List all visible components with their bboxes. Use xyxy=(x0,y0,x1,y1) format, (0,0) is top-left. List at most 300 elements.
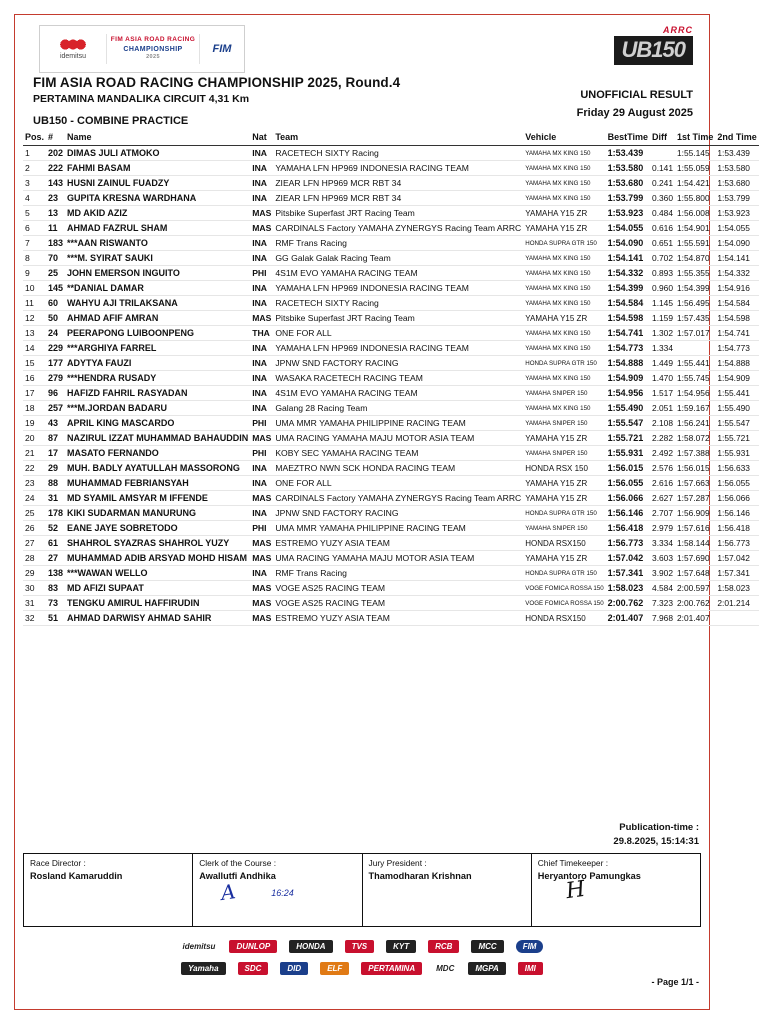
row-second-time: 1:54.909 xyxy=(717,373,750,383)
row-nationality: INA xyxy=(252,238,268,248)
sponsor-logo: TVS xyxy=(345,940,375,953)
row-second-time: 1:56.418 xyxy=(717,523,750,533)
row-diff: 1.449 xyxy=(652,358,673,368)
row-position: 22 xyxy=(25,463,35,473)
row-first-time: 1:54.870 xyxy=(677,253,710,263)
row-team: KOBY SEC YAMAHA RACING TEAM xyxy=(275,448,419,458)
row-rider-name: TENGKU AMIRUL HAFFIRUDIN xyxy=(67,598,200,608)
row-first-time: 1:56.241 xyxy=(677,418,710,428)
row-rider-name: DIMAS JULI ATMOKO xyxy=(67,148,160,158)
row-position: 27 xyxy=(25,538,35,548)
row-diff: 2.282 xyxy=(652,433,673,443)
session-date: Friday 29 August 2025 xyxy=(576,107,693,119)
row-rider-name: ***AAN RISWANTO xyxy=(67,238,148,248)
table-row xyxy=(23,611,759,626)
row-best-time: 1:54.584 xyxy=(607,298,644,308)
row-rider-number: 25 xyxy=(48,268,59,278)
row-second-time: 1:56.146 xyxy=(717,508,750,518)
signature-role: Clerk of the Course : xyxy=(199,858,277,868)
row-best-time: 1:54.399 xyxy=(607,283,644,293)
table-row xyxy=(23,596,759,611)
table-row xyxy=(23,416,759,431)
row-rider-name: **DANIAL DAMAR xyxy=(67,283,144,293)
row-first-time: 1:54.399 xyxy=(677,283,710,293)
row-vehicle: YAMAHA SNIPER 150 xyxy=(525,524,588,532)
row-nationality: PHI xyxy=(252,268,267,278)
sponsor-logo: PERTAMINA xyxy=(361,962,422,975)
row-position: 19 xyxy=(25,418,35,428)
row-team: RACETECH SIXTY Racing xyxy=(275,298,379,308)
row-first-time: 1:57.690 xyxy=(677,553,710,563)
row-team: ZIEAR LFN HP969 MCR RBT 34 xyxy=(275,193,402,203)
row-diff: 3.902 xyxy=(652,568,673,578)
row-vehicle: HONDA RSX150 xyxy=(525,613,586,623)
row-rider-number: 222 xyxy=(48,163,64,173)
row-position: 32 xyxy=(25,613,35,623)
signature-cell xyxy=(24,854,193,926)
row-nationality: INA xyxy=(252,478,268,488)
table-row xyxy=(23,446,759,461)
row-rider-number: 138 xyxy=(48,568,64,578)
row-best-time: 1:54.773 xyxy=(607,343,644,353)
row-first-time: 1:57.435 xyxy=(677,313,710,323)
row-rider-name: AHMAD AFIF AMRAN xyxy=(67,313,159,323)
row-diff: 1.517 xyxy=(652,388,673,398)
row-rider-number: 83 xyxy=(48,583,59,593)
table-row xyxy=(23,206,759,221)
row-nationality: MAS xyxy=(252,538,272,548)
row-second-time: 1:55.721 xyxy=(717,433,750,443)
row-rider-number: 17 xyxy=(48,448,59,458)
page-title: FIM ASIA ROAD RACING CHAMPIONSHIP 2025, Round.4 xyxy=(33,75,401,90)
row-rider-number: 178 xyxy=(48,508,64,518)
row-position: 4 xyxy=(25,193,30,203)
row-team: ESTREMO YUZY ASIA TEAM xyxy=(275,613,390,623)
table-row xyxy=(23,251,759,266)
row-position: 31 xyxy=(25,598,35,608)
sponsor-logo: MGPA xyxy=(468,962,505,975)
row-vehicle: YAMAHA Y15 ZR xyxy=(525,478,588,488)
row-first-time: 1:57.388 xyxy=(677,448,710,458)
row-second-time: 2:01.214 xyxy=(717,598,750,608)
arrc-logo-line1: FIM ASIA ROAD RACING xyxy=(110,36,196,44)
row-nationality: PHI xyxy=(252,523,267,533)
table-row xyxy=(23,521,759,536)
row-nationality: MAS xyxy=(252,553,272,563)
row-rider-name: MUHAMMAD FEBRIANSYAH xyxy=(67,478,189,488)
row-vehicle: YAMAHA MX KING 150 xyxy=(525,344,591,352)
row-first-time: 1:59.167 xyxy=(677,403,710,413)
publication-time xyxy=(613,821,699,850)
row-diff: 2.616 xyxy=(652,478,673,488)
row-second-time: 1:54.584 xyxy=(717,298,750,308)
row-diff: 0.360 xyxy=(652,193,673,203)
row-rider-name: MUH. BADLY AYATULLAH MASSORONG xyxy=(67,463,240,473)
row-vehicle: YAMAHA MX KING 150 xyxy=(525,149,591,157)
row-diff: 0.960 xyxy=(652,283,673,293)
row-second-time: 1:54.598 xyxy=(717,313,750,323)
row-vehicle: YAMAHA MX KING 150 xyxy=(525,269,591,277)
table-row xyxy=(23,581,759,596)
row-nationality: MAS xyxy=(252,223,272,233)
table-row xyxy=(23,266,759,281)
results-table xyxy=(23,131,759,626)
row-first-time: 1:55.441 xyxy=(677,358,710,368)
row-nationality: INA xyxy=(252,253,268,263)
row-diff: 7.323 xyxy=(652,598,673,608)
circuit-subtitle: PERTAMINA MANDALIKA CIRCUIT 4,31 Km xyxy=(33,93,250,105)
row-rider-number: 183 xyxy=(48,238,64,248)
row-vehicle: YAMAHA Y15 ZR xyxy=(525,313,588,323)
class-badge-arrc: ARRC xyxy=(663,25,693,35)
publication-time-value: 29.8.2025, 15:14:31 xyxy=(613,836,699,848)
row-team: ONE FOR ALL xyxy=(275,328,332,338)
table-row xyxy=(23,146,759,161)
row-best-time: 1:54.888 xyxy=(607,358,644,368)
row-position: 6 xyxy=(25,223,30,233)
row-vehicle: YAMAHA MX KING 150 xyxy=(525,194,591,202)
row-diff: 2.979 xyxy=(652,523,673,533)
row-rider-number: 11 xyxy=(48,223,58,233)
row-rider-number: 145 xyxy=(48,283,64,293)
row-rider-name: ***M.JORDAN BADARU xyxy=(67,403,168,413)
row-nationality: MAS xyxy=(252,598,272,608)
row-diff: 4.584 xyxy=(652,583,673,593)
row-team: ESTREMO YUZY ASIA TEAM xyxy=(275,538,390,548)
row-first-time: 1:55.355 xyxy=(677,268,710,278)
row-position: 20 xyxy=(25,433,35,443)
row-diff: 1.334 xyxy=(652,343,673,353)
row-team: ONE FOR ALL xyxy=(275,478,332,488)
row-nationality: INA xyxy=(252,343,268,353)
row-nationality: INA xyxy=(252,358,268,368)
signature-cell xyxy=(532,854,700,926)
row-first-time: 1:58.144 xyxy=(677,538,710,548)
col-vehicle: Vehicle xyxy=(523,131,605,146)
row-second-time: 1:56.055 xyxy=(717,478,750,488)
class-badge-ub-text: UB xyxy=(621,37,652,62)
row-rider-number: 88 xyxy=(48,478,59,488)
sponsor-logo: HONDA xyxy=(289,940,332,953)
table-row xyxy=(23,401,759,416)
row-rider-number: 229 xyxy=(48,343,64,353)
row-vehicle: YAMAHA MX KING 150 xyxy=(525,254,591,262)
sponsor-logo: ELF xyxy=(320,962,349,975)
row-vehicle: YAMAHA MX KING 150 xyxy=(525,374,591,382)
row-position: 9 xyxy=(25,268,30,278)
row-nationality: INA xyxy=(252,388,268,398)
idemitsu-logo-label: idemitsu xyxy=(59,52,87,60)
row-best-time: 1:56.015 xyxy=(607,463,644,473)
row-rider-name: APRIL KING MASCARDO xyxy=(67,418,175,428)
row-vehicle: YAMAHA SNIPER 150 xyxy=(525,389,588,397)
row-position: 5 xyxy=(25,208,30,218)
row-position: 3 xyxy=(25,178,30,188)
class-badge xyxy=(614,25,694,65)
row-diff xyxy=(650,146,675,161)
idemitsu-logo xyxy=(40,38,106,61)
row-best-time: 1:55.931 xyxy=(607,448,644,458)
row-diff: 0.702 xyxy=(652,253,673,263)
row-best-time: 1:56.066 xyxy=(607,493,644,503)
row-vehicle: HONDA SUPRA GTR 150 xyxy=(525,239,597,247)
row-first-time: 2:00.597 xyxy=(677,583,710,593)
row-position: 1 xyxy=(25,148,30,158)
row-diff: 1.145 xyxy=(652,298,673,308)
row-second-time: 1:54.332 xyxy=(717,268,750,278)
table-row xyxy=(23,431,759,446)
table-row xyxy=(23,476,759,491)
row-best-time: 1:57.042 xyxy=(607,553,644,563)
table-row xyxy=(23,236,759,251)
row-rider-name: GUPITA KRESNA WARDHANA xyxy=(67,193,197,203)
row-team: RMF Trans Racing xyxy=(275,238,347,248)
row-diff: 2.627 xyxy=(652,493,673,503)
row-team: UMA RACING YAMAHA MAJU MOTOR ASIA TEAM xyxy=(275,553,475,563)
row-rider-number: 73 xyxy=(48,598,59,608)
table-row xyxy=(23,491,759,506)
row-nationality: INA xyxy=(252,148,268,158)
row-position: 28 xyxy=(25,553,35,563)
sponsor-logo: DUNLOP xyxy=(229,940,277,953)
row-first-time: 1:55.059 xyxy=(677,163,710,173)
row-second-time: 1:57.341 xyxy=(717,568,750,578)
row-first-time: 1:54.956 xyxy=(677,388,710,398)
row-position: 21 xyxy=(25,448,35,458)
row-best-time: 2:00.762 xyxy=(607,598,644,608)
row-rider-name: ***HENDRA RUSADY xyxy=(67,373,157,383)
row-rider-number: 87 xyxy=(48,433,59,443)
row-team: Pitsbike Superfast JRT Racing Team xyxy=(275,313,415,323)
row-second-time: 1:57.042 xyxy=(717,553,750,563)
row-second-time: 1:54.916 xyxy=(717,283,750,293)
row-second-time: 1:53.799 xyxy=(717,193,750,203)
table-row xyxy=(23,311,759,326)
col-num: # xyxy=(46,131,65,146)
row-best-time: 1:54.741 xyxy=(607,328,644,338)
table-row xyxy=(23,161,759,176)
row-vehicle: YAMAHA MX KING 150 xyxy=(525,329,591,337)
row-second-time xyxy=(715,611,758,626)
row-position: 10 xyxy=(25,283,35,293)
row-rider-number: 23 xyxy=(48,193,59,203)
result-sheet xyxy=(14,14,757,1010)
table-row xyxy=(23,356,759,371)
row-vehicle: YAMAHA SNIPER 150 xyxy=(525,449,588,457)
table-row xyxy=(23,536,759,551)
event-logo-block xyxy=(39,25,245,73)
row-rider-name: AHMAD DARWISY AHMAD SAHIR xyxy=(67,613,212,623)
row-team: JPNW SND FACTORY RACING xyxy=(275,358,399,368)
row-best-time: 2:01.407 xyxy=(607,613,644,623)
row-second-time: 1:53.580 xyxy=(717,163,750,173)
signature-role: Race Director : xyxy=(30,858,86,868)
row-rider-number: 279 xyxy=(48,373,64,383)
row-diff: 0.241 xyxy=(652,178,673,188)
row-nationality: INA xyxy=(252,373,268,383)
table-header-row xyxy=(23,131,759,146)
row-team: GG Galak Galak Racing Team xyxy=(275,253,391,263)
row-vehicle: YAMAHA Y15 ZR xyxy=(525,223,588,233)
row-rider-name: AHMAD FAZRUL SHAM xyxy=(67,223,168,233)
row-diff: 2.576 xyxy=(652,463,673,473)
row-vehicle: YAMAHA Y15 ZR xyxy=(525,493,588,503)
row-first-time: 2:01.407 xyxy=(677,613,710,623)
table-row xyxy=(23,371,759,386)
row-team: ZIEAR LFN HP969 MCR RBT 34 xyxy=(275,178,402,188)
row-nationality: INA xyxy=(252,508,268,518)
row-first-time: 2:00.762 xyxy=(677,598,710,608)
signature-date: 16:24 xyxy=(271,888,294,898)
row-second-time: 1:54.141 xyxy=(717,253,750,263)
table-row xyxy=(23,461,759,476)
signature-mark: H xyxy=(564,876,587,905)
table-row xyxy=(23,341,759,356)
row-team: Galang 28 Racing Team xyxy=(275,403,368,413)
arrc-championship-logo xyxy=(106,34,200,64)
signature-person: Heryantoro Pamungkas xyxy=(537,871,641,881)
row-position: 13 xyxy=(25,328,35,338)
row-team: 4S1M EVO YAMAHA RACING TEAM xyxy=(275,268,418,278)
table-row xyxy=(23,566,759,581)
row-rider-name: PEERAPONG LUIBOONPENG xyxy=(67,328,195,338)
row-position: 12 xyxy=(25,313,35,323)
row-second-time: 1:54.888 xyxy=(717,358,750,368)
row-vehicle: HONDA SUPRA GTR 150 xyxy=(525,569,597,577)
row-best-time: 1:53.580 xyxy=(607,163,644,173)
row-best-time: 1:53.680 xyxy=(607,178,644,188)
row-nationality: INA xyxy=(252,283,268,293)
row-second-time: 1:53.439 xyxy=(717,148,750,158)
table-row xyxy=(23,191,759,206)
signature-person: Thamodharan Krishnan xyxy=(368,871,472,881)
row-team: MAEZTRO NWN SCK HONDA RACING TEAM xyxy=(275,463,456,473)
signature-cell xyxy=(363,854,532,926)
row-vehicle: YAMAHA MX KING 150 xyxy=(525,299,591,307)
row-best-time: 1:54.909 xyxy=(607,373,644,383)
row-vehicle: YAMAHA MX KING 150 xyxy=(525,164,591,172)
fim-logo: FIM xyxy=(212,43,232,55)
document-header xyxy=(25,21,699,127)
row-position: 23 xyxy=(25,478,35,488)
row-diff: 0.141 xyxy=(652,163,673,173)
col-team: Team xyxy=(273,131,523,146)
row-rider-number: 96 xyxy=(48,388,59,398)
row-rider-number: 52 xyxy=(48,523,59,533)
row-rider-number: 257 xyxy=(48,403,64,413)
row-team: 4S1M EVO YAMAHA RACING TEAM xyxy=(275,388,418,398)
row-second-time: 1:56.066 xyxy=(717,493,750,503)
row-rider-name: HUSNI ZAINUL FUADZY xyxy=(67,178,170,188)
row-rider-number: 29 xyxy=(48,463,59,473)
row-second-time: 1:54.055 xyxy=(717,223,750,233)
row-diff: 0.651 xyxy=(652,238,673,248)
row-rider-name: SHAHROL SYAZRAS SHAHROL YUZY xyxy=(67,538,230,548)
row-position: 16 xyxy=(25,373,35,383)
row-rider-name: ***ARGHIYA FARREL xyxy=(67,343,157,353)
sponsor-logo: DID xyxy=(280,962,308,975)
row-best-time: 1:56.146 xyxy=(607,508,644,518)
class-badge-ub150 xyxy=(614,36,694,65)
row-best-time: 1:55.490 xyxy=(607,403,644,413)
row-diff: 2.492 xyxy=(652,448,673,458)
row-first-time xyxy=(675,341,715,356)
signature-person: Awallutfi Andhika xyxy=(199,871,276,881)
row-rider-name: JOHN EMERSON INGUITO xyxy=(67,268,180,278)
row-best-time: 1:53.923 xyxy=(607,208,644,218)
row-team: YAMAHA LFN HP969 INDONESIA RACING TEAM xyxy=(275,283,469,293)
row-second-time: 1:53.680 xyxy=(717,178,750,188)
class-badge-ub-number: 150 xyxy=(651,37,685,62)
row-diff: 3.334 xyxy=(652,538,673,548)
col-1st-time: 1st Time xyxy=(675,131,715,146)
row-second-time: 1:55.441 xyxy=(717,388,750,398)
row-nationality: MAS xyxy=(252,613,272,623)
col-pos: Pos. xyxy=(23,131,46,146)
sponsor-logo: KYT xyxy=(386,940,416,953)
row-best-time: 1:54.956 xyxy=(607,388,644,398)
row-first-time: 1:56.495 xyxy=(677,298,710,308)
row-position: 15 xyxy=(25,358,35,368)
row-team: RMF Trans Racing xyxy=(275,568,347,578)
row-rider-name: ADYTYA FAUZI xyxy=(67,358,132,368)
row-vehicle: YAMAHA MX KING 150 xyxy=(525,404,591,412)
row-best-time: 1:55.721 xyxy=(607,433,644,443)
row-team: VOGE AS25 RACING TEAM xyxy=(275,583,385,593)
signature-person: Rosland Kamaruddin xyxy=(30,871,123,881)
row-first-time: 1:55.800 xyxy=(677,193,710,203)
row-position: 24 xyxy=(25,493,35,503)
row-second-time: 1:55.490 xyxy=(717,403,750,413)
sponsor-logo: SDC xyxy=(238,962,269,975)
row-nationality: THA xyxy=(252,328,270,338)
row-diff: 2.108 xyxy=(652,418,673,428)
row-vehicle: YAMAHA Y15 ZR xyxy=(525,553,588,563)
row-first-time: 1:55.745 xyxy=(677,373,710,383)
row-rider-name: MD AKID AZIZ xyxy=(67,208,128,218)
row-position: 7 xyxy=(25,238,30,248)
row-vehicle: HONDA RSX150 xyxy=(525,538,586,548)
row-position: 29 xyxy=(25,568,35,578)
row-second-time: 1:58.023 xyxy=(717,583,750,593)
row-rider-number: 61 xyxy=(48,538,59,548)
row-first-time: 1:55.591 xyxy=(677,238,710,248)
row-diff: 0.893 xyxy=(652,268,673,278)
publication-time-label: Publication-time : xyxy=(619,822,699,833)
row-rider-name: MD SYAMIL AMSYAR M IFFENDE xyxy=(67,493,208,503)
row-nationality: MAS xyxy=(252,313,272,323)
row-vehicle: VOGE FOMICA ROSSA 150 xyxy=(525,599,604,607)
row-first-time: 1:57.616 xyxy=(677,523,710,533)
row-team: UMA RACING YAMAHA MAJU MOTOR ASIA TEAM xyxy=(275,433,475,443)
row-first-time: 1:57.648 xyxy=(677,568,710,578)
row-best-time: 1:54.141 xyxy=(607,253,644,263)
row-vehicle: YAMAHA SNIPER 150 xyxy=(525,419,588,427)
row-team: Pitsbike Superfast JRT Racing Team xyxy=(275,208,415,218)
row-nationality: MAS xyxy=(252,493,272,503)
row-rider-name: ***WAWAN WELLO xyxy=(67,568,148,578)
row-team: VOGE AS25 RACING TEAM xyxy=(275,598,385,608)
row-team: WASAKA RACETECH RACING TEAM xyxy=(275,373,423,383)
row-rider-number: 24 xyxy=(48,328,59,338)
row-rider-number: 143 xyxy=(48,178,64,188)
col-diff: Diff xyxy=(650,131,675,146)
row-team: UMA MMR YAMAHA PHILIPPINE RACING TEAM xyxy=(275,523,466,533)
row-team: CARDINALS Factory YAMAHA ZYNERGYS Racing Team ARRC xyxy=(275,493,522,503)
row-rider-number: 70 xyxy=(48,253,59,263)
row-team: CARDINALS Factory YAMAHA ZYNERGYS Racing Team ARRC xyxy=(275,223,522,233)
row-team: YAMAHA LFN HP969 INDONESIA RACING TEAM xyxy=(275,163,469,173)
